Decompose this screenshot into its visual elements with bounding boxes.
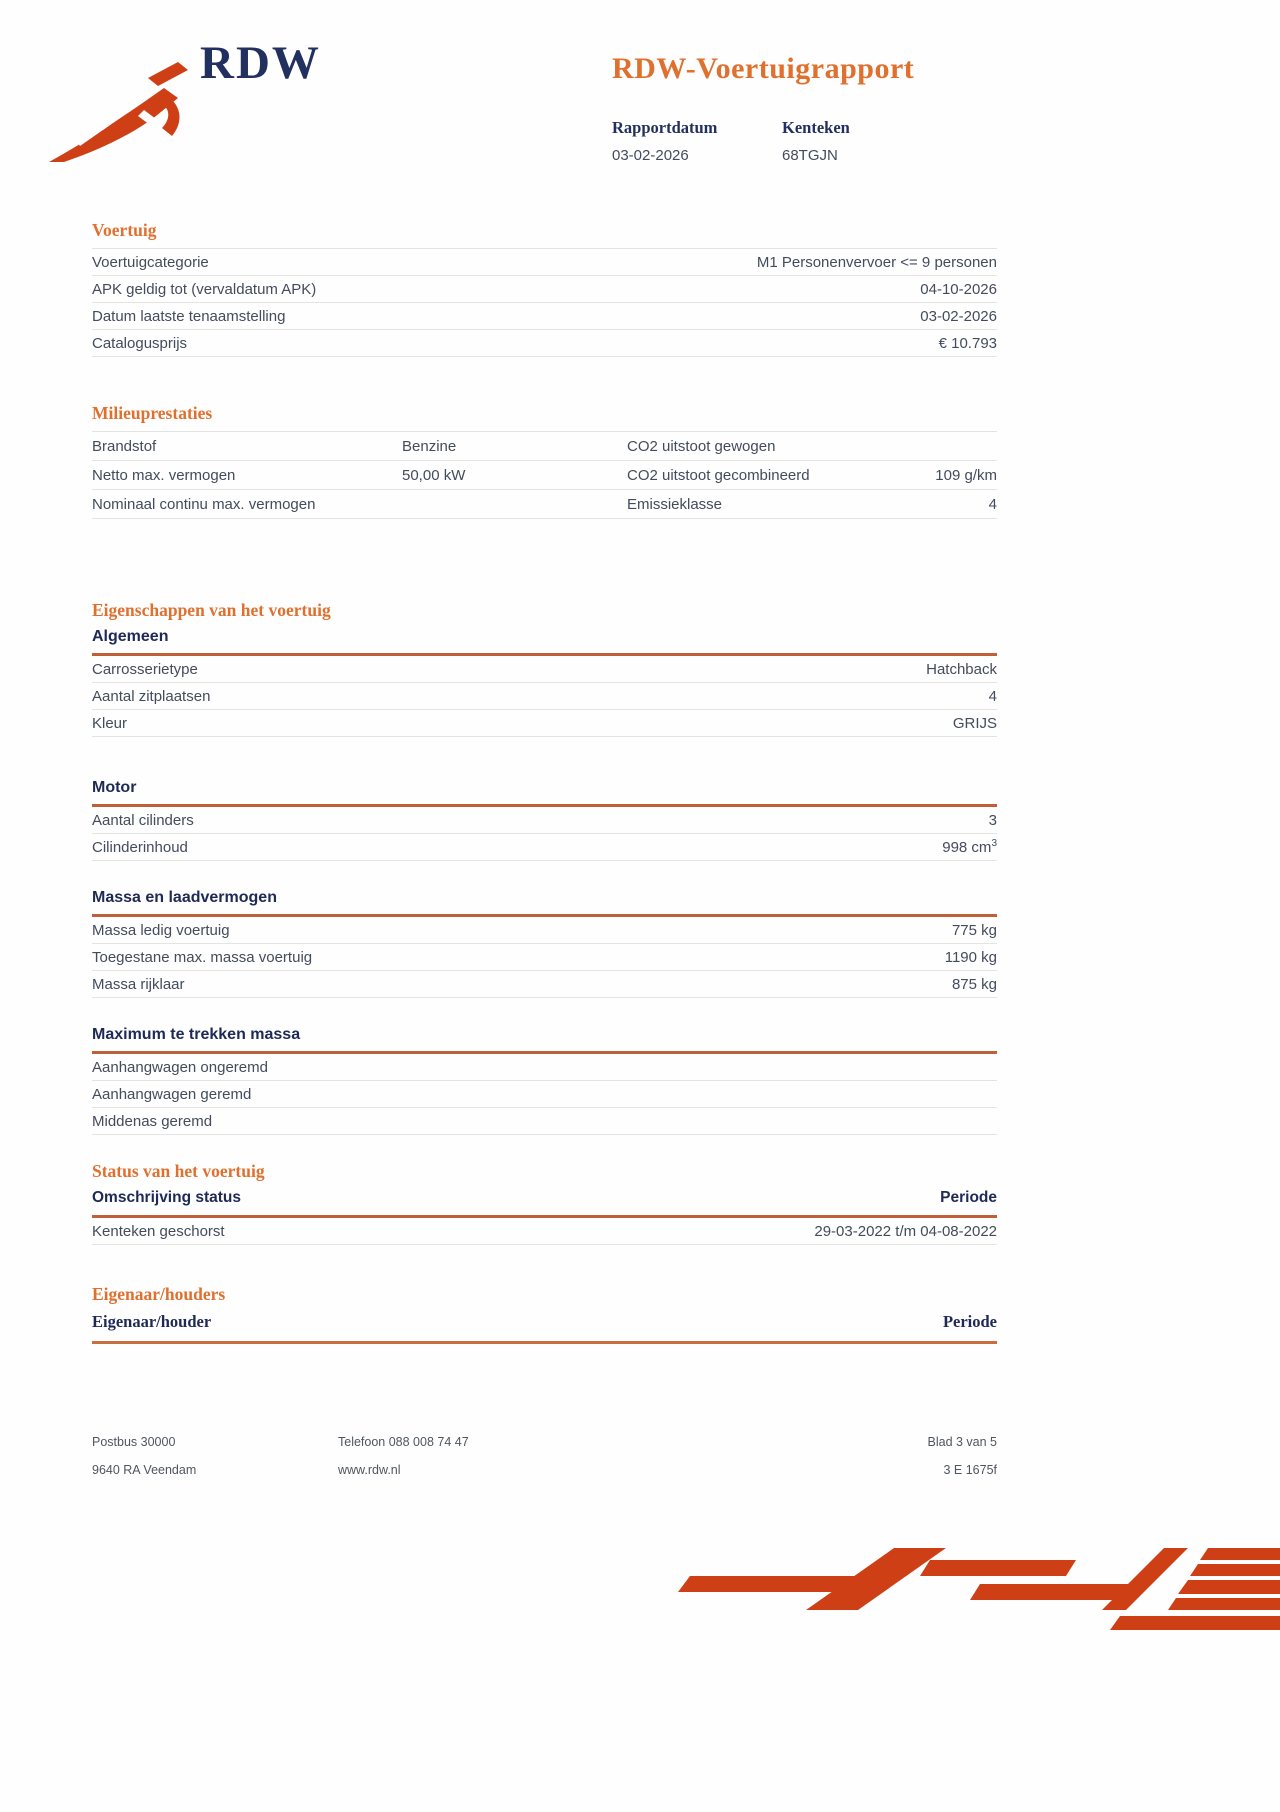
footer-doc-code: 3 E 1675f [943,1463,997,1477]
table-row [92,807,997,834]
status-table-header [92,1189,997,1218]
row-label: Massa rijklaar [92,975,185,993]
row-value: 03-02-2026 [920,307,997,325]
subsection-title [92,628,997,656]
table-row [92,330,997,357]
table-row [92,971,997,998]
row-label: Kleur [92,714,128,732]
section-heading: Eigenschappen van het voertuig [92,600,331,620]
row-value: 109 g/km [935,466,997,484]
row-label: Catalogusprijs [92,334,188,352]
row-label: Aantal cilinders [92,811,194,829]
table-row [92,1218,997,1245]
footer-phone: Telefoon 088 008 74 47 [338,1435,469,1449]
row-value [942,838,997,856]
section-voertuig [92,220,997,357]
table-row [92,944,997,971]
row-value: € 10.793 [938,334,997,352]
row-label: CO2 uitstoot gecombineerd [627,466,810,484]
row-value: Hatchback [926,660,997,678]
table-row [92,432,997,461]
report-date-value: 03-02-2026 [612,147,689,164]
table-row [92,1081,997,1108]
row-label: CO2 uitstoot gewogen [627,437,776,455]
eigenaar-table-header [92,1312,997,1344]
table-row [92,490,997,519]
row-label: Middenas geremd [92,1112,213,1130]
column-header-eigenaar: Eigenaar/houder [92,1312,212,1331]
row-label: Emissieklasse [627,495,723,513]
rdw-wing-logo-icon [46,58,196,166]
table-row [92,1054,997,1081]
row-label: Voertuigcategorie [92,253,209,271]
row-label: Toegestane max. massa voertuig [92,948,313,966]
row-label: Aanhangwagen ongeremd [92,1058,268,1076]
row-label: Datum laatste tenaamstelling [92,307,286,325]
row-value: M1 Personenvervoer <= 9 personen [756,253,997,271]
row-value: GRIJS [952,714,997,732]
subsection-trekken-massa [92,1026,997,1135]
subsection-title-text: Massa en laadvermogen [92,889,277,906]
row-label: Nominaal continu max. vermogen [92,495,316,513]
column-header-omschrijving: Omschrijving status [92,1189,242,1206]
subsection-title-text: Motor [92,779,137,796]
table-row [92,683,997,710]
subsection-motor [92,779,997,861]
row-value: 875 kg [951,975,997,993]
table-row [92,276,997,303]
section-heading: Status van het voertuig [92,1161,265,1181]
subsection-massa [92,889,997,998]
footer-website: www.rdw.nl [338,1463,401,1477]
table-row [92,303,997,330]
row-value: 775 kg [951,921,997,939]
row-value: 4 [988,687,997,705]
row-label: APK geldig tot (vervaldatum APK) [92,280,317,298]
row-value: 4 [988,495,997,513]
row-label: Brandstof [92,437,157,455]
footer-address-line1: Postbus 30000 [92,1435,176,1449]
subsection-title-text: Maximum te trekken massa [92,1026,301,1043]
page-footer [92,1428,997,1484]
row-label: Cilinderinhoud [92,838,188,856]
subsection-title [92,779,997,807]
row-value-superscript: 3 [991,838,997,849]
row-label: Netto max. vermogen [92,466,236,484]
section-milieuprestaties [92,403,997,519]
page-title: RDW-Voertuigrapport [612,52,915,85]
table-row [92,461,997,490]
section-eigenaar [92,1284,997,1344]
row-value: 1190 kg [944,948,997,966]
row-label: Aantal zitplaatsen [92,687,211,705]
row-label: Kenteken geschorst [92,1222,225,1240]
rdw-logo-text: RDW [200,37,321,89]
subsection-title-text: Algemeen [92,628,169,645]
row-value: Benzine [402,437,457,455]
row-value: 50,00 kW [402,466,466,484]
subsection-algemeen [92,628,997,737]
row-label: Carrosserietype [92,660,198,678]
table-row [92,710,997,737]
row-label: Massa ledig voertuig [92,921,230,939]
section-heading: Voertuig [92,220,157,240]
section-status [92,1161,997,1245]
table-row [92,249,997,276]
license-plate-value: 68TGJN [782,147,838,164]
footer-page-number: Blad 3 van 5 [927,1435,997,1449]
row-value: 04-10-2026 [920,280,997,298]
column-header-periode: Periode [942,1312,997,1331]
row-label: Aanhangwagen geremd [92,1085,252,1103]
table-row [92,656,997,683]
section-heading: Eigenaar/houders [92,1284,226,1304]
section-eigenschappen [92,600,997,1135]
table-row [92,834,997,861]
column-header-periode: Periode [940,1189,997,1206]
report-date-label: Rapportdatum [612,118,718,137]
row-value-text: 998 cm [942,839,992,856]
row-value: 29-03-2022 t/m 04-08-2022 [814,1222,997,1240]
table-row [92,917,997,944]
footer-address-line2: 9640 RA Veendam [92,1463,197,1477]
subsection-title [92,889,997,917]
row-value: 3 [988,811,997,829]
subsection-title [92,1026,997,1054]
license-plate-label: Kenteken [782,118,850,137]
table-row [92,1108,997,1135]
section-heading: Milieuprestaties [92,403,213,423]
wing-stripes-graphic [668,1548,1280,1632]
